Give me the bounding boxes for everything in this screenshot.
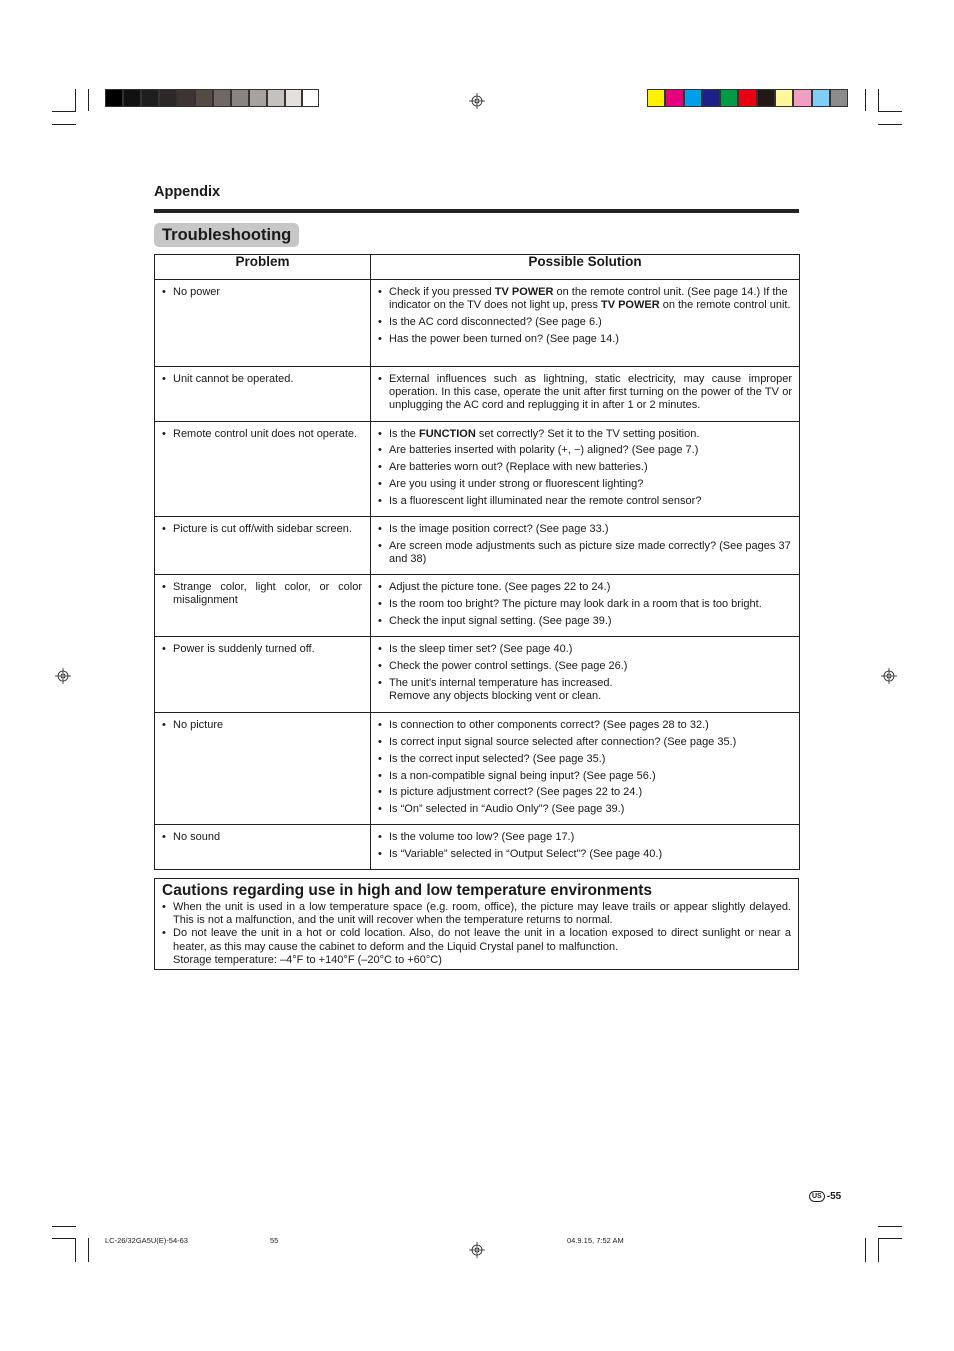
troubleshooting-table-body (155, 280, 800, 870)
solution-text: Is a non-compatible signal being input? (See page 56.) (389, 769, 656, 782)
problem-text: Unit cannot be operated. (173, 373, 294, 385)
troubleshooting-table (154, 254, 800, 870)
crop-mark (88, 89, 89, 111)
column-header-problem: Problem (155, 255, 371, 280)
calibration-swatch (720, 89, 738, 107)
solution-text: Is picture adjustment correct? (See pages 22 to 24.) (389, 786, 643, 799)
registration-mark-icon (55, 668, 71, 684)
solution-cell (371, 367, 800, 422)
solution-item (378, 598, 792, 611)
problem-cell (155, 825, 371, 870)
crop-mark (865, 89, 866, 111)
calibration-swatch (775, 89, 793, 107)
solution-item (378, 786, 792, 799)
solution-item (378, 581, 792, 594)
region-badge: US (809, 1191, 825, 1202)
calibration-swatch (665, 89, 683, 107)
crop-mark (865, 1238, 866, 1262)
problem-item (162, 643, 362, 656)
problem-cell (155, 713, 371, 825)
crop-mark (52, 1238, 76, 1239)
solution-cell (371, 421, 800, 516)
calibration-swatch (249, 89, 267, 107)
solution-item (378, 770, 792, 783)
solution-item (378, 333, 792, 346)
solution-text: Is connection to other components correct? (See pages 28 to 32.) (389, 719, 709, 732)
cautions-title: Cautions regarding use in high and low temperature environments (162, 882, 653, 899)
page-number-text: -55 (826, 1191, 842, 1202)
solution-item (378, 848, 792, 861)
solution-item (378, 753, 792, 766)
calibration-swatch (195, 89, 213, 107)
cautions-item (162, 927, 791, 967)
crop-mark (878, 111, 902, 112)
solution-item (378, 677, 792, 703)
solution-text: Is the correct input selected? (See page 35.) (389, 752, 606, 765)
solution-item (378, 461, 792, 474)
solution-item (378, 831, 792, 844)
problem-text: Remote control unit does not operate. (173, 427, 358, 440)
registration-mark-icon (469, 1242, 485, 1258)
solution-cell (371, 280, 800, 367)
solution-text: The unit’s internal temperature has increased. Remove any objects blocking vent or clean. (389, 676, 613, 702)
solution-text: Adjust the picture tone. (See pages 22 to 24.) (389, 581, 611, 594)
calibration-swatch (213, 89, 231, 107)
solution-item (378, 719, 792, 732)
table-row (155, 713, 800, 825)
problem-item (162, 581, 362, 607)
button-name-bold: FUNCTION (418, 427, 476, 440)
calibration-swatch (302, 89, 319, 107)
solution-cell (371, 825, 800, 870)
registration-mark-icon (469, 93, 485, 109)
problem-cell (155, 517, 371, 575)
crop-mark (878, 124, 902, 125)
calibration-swatch (105, 89, 123, 107)
calibration-swatch (757, 89, 775, 107)
solution-text: External influences such as lightning, static electricity, may cause improper operation. In this case, operate the unit after first turning on the power of the TV or unplugging the AC cord and replugging it in after 1 or 2 minutes. (389, 373, 792, 412)
solution-item (378, 478, 792, 491)
header-rule (154, 209, 799, 213)
crop-mark (878, 89, 879, 111)
grayscale-calibration-bar (105, 89, 319, 107)
solution-text: Are batteries inserted with polarity (+, −) aligned? (See page 7.) (389, 444, 699, 457)
solution-text: on the remote control unit. (See page 14.) If the indicator on the TV does not light up, press (389, 286, 788, 312)
calibration-swatch (702, 89, 720, 107)
calibration-swatch (647, 89, 665, 107)
problem-item (162, 373, 362, 386)
problem-cell (155, 280, 371, 367)
solution-text: Is the sleep timer set? (See page 40.) (389, 643, 573, 656)
problem-text: Picture is cut off/with sidebar screen. (173, 523, 352, 535)
problem-text: No power (173, 286, 221, 298)
problem-text: No picture (173, 719, 224, 732)
table-row (155, 825, 800, 870)
calibration-swatch (684, 89, 702, 107)
solution-text: Is “Variable” selected in “Output Select”? (See page 40.) (389, 848, 663, 861)
table-row (155, 280, 800, 367)
solution-cell (371, 517, 800, 575)
footer-timestamp: 04.9.15, 7:52 AM (567, 1236, 624, 1245)
solution-text: Are screen mode adjustments such as picture size made correctly? (See pages 37 and 38) (389, 539, 791, 565)
table-row (155, 421, 800, 516)
solution-item (378, 286, 792, 312)
solution-text: Is the (389, 427, 419, 440)
solution-text: Is the room too bright? The picture may look dark in a room that is too bright. (389, 598, 762, 610)
solution-text: Check the input signal setting. (See page 39.) (389, 614, 612, 627)
button-name-bold: TV POWER (494, 286, 554, 298)
solution-text: Is correct input signal source selected after connection? (See page 35.) (389, 736, 737, 748)
crop-mark (75, 1238, 76, 1262)
solution-item (378, 803, 792, 816)
solution-text: Check the power control settings. (See page 26.) (389, 660, 628, 672)
crop-mark (88, 1238, 89, 1262)
footer-file: LC-26/32GA5U(E)-54-63 (105, 1236, 188, 1245)
button-name-bold: TV POWER (600, 299, 660, 312)
solution-text: set correctly? Set it to the TV setting position. (475, 427, 700, 440)
solution-item (378, 660, 792, 673)
solution-item (378, 540, 792, 566)
problem-cell (155, 575, 371, 637)
calibration-swatch (738, 89, 756, 107)
solution-text: on the remote control unit. (659, 299, 791, 312)
table-row (155, 517, 800, 575)
problem-text: Strange color, light color, or color misalignment (173, 581, 362, 607)
cautions-box (154, 878, 799, 970)
cautions-item (162, 901, 791, 927)
solution-item (378, 523, 792, 536)
page-number (809, 1191, 841, 1202)
crop-mark (52, 124, 76, 125)
solution-text: Is a fluorescent light illuminated near the remote control sensor? (389, 494, 702, 507)
calibration-swatch (830, 89, 848, 107)
crop-mark (52, 111, 76, 112)
problem-item (162, 831, 362, 844)
crop-mark (75, 89, 76, 111)
crop-mark (878, 1238, 879, 1262)
solution-text: Is the volume too low? (See page 17.) (389, 831, 575, 844)
registration-mark-icon (881, 668, 897, 684)
solution-item (378, 428, 792, 441)
calibration-swatch (123, 89, 141, 107)
solution-text: Has the power been turned on? (See page 14.) (389, 332, 619, 345)
section-label: Appendix (154, 184, 221, 200)
calibration-swatch (141, 89, 159, 107)
table-row (155, 367, 800, 422)
problem-cell (155, 637, 371, 713)
footer-page: 55 (270, 1236, 279, 1245)
solution-text: Is “On” selected in “Audio Only”? (See page 39.) (389, 803, 625, 816)
crop-mark (878, 1238, 902, 1239)
solution-item (378, 373, 792, 413)
cautions-item-text: When the unit is used in a low temperature space (e.g. room, office), the picture may leave trails or appear slightly delayed. This is not a malfunction, and the unit will recover when the temperature returns to normal. (173, 901, 791, 927)
column-header-solution: Possible Solution (371, 255, 800, 280)
problem-text: Power is suddenly turned off. (173, 643, 315, 656)
table-row (155, 637, 800, 713)
crop-mark (52, 1226, 76, 1227)
solution-text: Are you using it under strong or fluorescent lighting? (389, 478, 644, 490)
color-calibration-bar (647, 89, 848, 107)
calibration-swatch (793, 89, 811, 107)
problem-cell (155, 421, 371, 516)
problem-item (162, 286, 362, 299)
solution-cell (371, 713, 800, 825)
calibration-swatch (285, 89, 302, 107)
calibration-swatch (177, 89, 195, 107)
solution-text: Is the image position correct? (See page 33.) (389, 523, 609, 535)
page-title: Troubleshooting (154, 223, 299, 247)
problem-cell (155, 367, 371, 422)
solution-item (378, 615, 792, 628)
solution-item (378, 643, 792, 656)
calibration-swatch (812, 89, 830, 107)
calibration-swatch (267, 89, 285, 107)
solution-item (378, 444, 792, 457)
solution-text: Check if you pressed (389, 286, 495, 298)
crop-mark (878, 1226, 902, 1227)
table-header-row (155, 255, 800, 280)
calibration-swatch (159, 89, 177, 107)
solution-cell (371, 575, 800, 637)
solution-item (378, 495, 792, 508)
problem-item (162, 523, 362, 536)
solution-item (378, 316, 792, 329)
solution-text: Is the AC cord disconnected? (See page 6.) (389, 316, 602, 328)
table-row (155, 575, 800, 637)
problem-item (162, 428, 362, 441)
cautions-item-text: Do not leave the unit in a hot or cold location. Also, do not leave the unit in a location exposed to direct sunlight or near a heater, as this may cause the cabinet to deform and the Liquid Crystal panel to malfunction. Storage temperature: –4°F to +140°F (–20°C to +60°C) (173, 927, 791, 966)
calibration-swatch (231, 89, 249, 107)
solution-item (378, 736, 792, 749)
solution-text: Are batteries worn out? (Replace with new batteries.) (389, 461, 648, 474)
solution-cell (371, 637, 800, 713)
problem-item (162, 719, 362, 732)
problem-text: No sound (173, 831, 221, 844)
